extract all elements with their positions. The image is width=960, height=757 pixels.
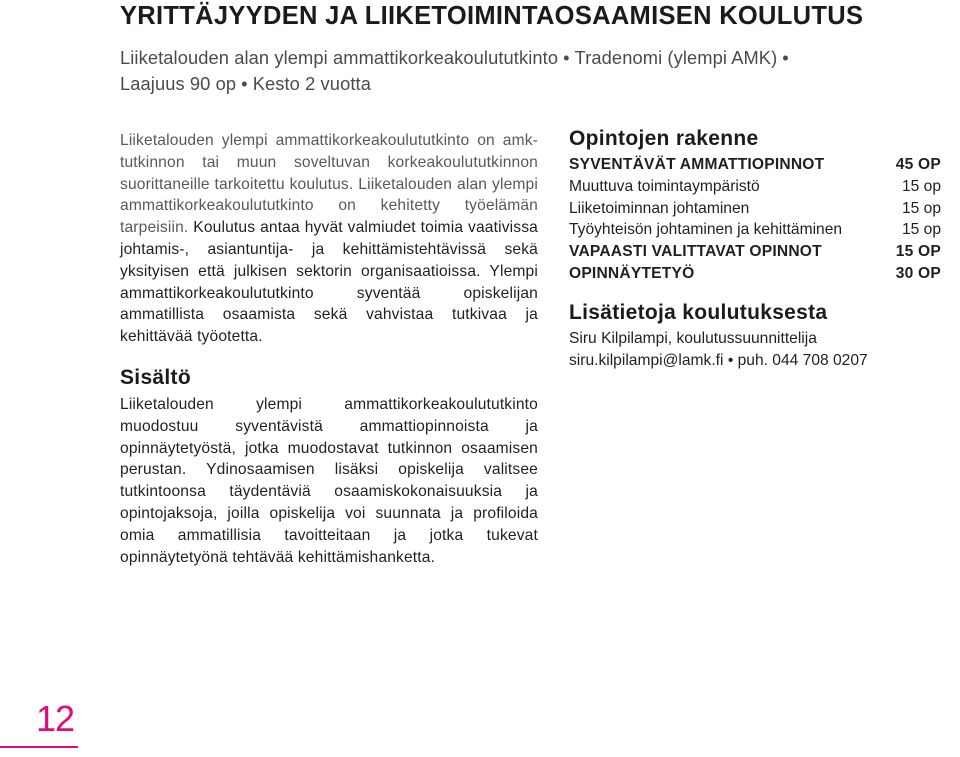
subtitle: [120, 45, 920, 97]
bullet-separator: •: [241, 73, 248, 94]
structure-row-credits: 15 op: [901, 177, 941, 195]
contact-details: [569, 350, 941, 372]
scope: Laajuus 90 op: [120, 73, 237, 94]
structure-row-label: SYVENTÄVÄT AMMATTIOPINNOT: [569, 156, 825, 173]
more-info-heading: Lisätietoja koulutuksesta: [569, 300, 828, 324]
structure-row-label: Liiketoiminnan johtaminen: [569, 199, 750, 217]
structure-row-label: VAPAASTI VALITTAVAT OPINNOT: [569, 243, 822, 261]
bullet-separator: •: [782, 47, 789, 68]
email-link[interactable]: siru.kilpilampi@lamk.fi: [569, 351, 724, 369]
structure-list: [569, 154, 941, 285]
structure-row-label: Työyhteisön johtaminen ja kehittäminen: [569, 221, 843, 239]
structure-row: [569, 176, 941, 198]
page-title: YRITTÄJYYDEN JA LIIKETOIMINTAOSAAMISEN KOULUTUS: [120, 2, 864, 30]
degree-name: Liiketalouden alan ylempi ammattikorkeakoulututkinto: [120, 47, 559, 68]
structure-row-label: Muuttuva toimintaympäristö: [569, 177, 760, 195]
structure-row-label: OPINNÄYTETYÖ: [569, 264, 695, 282]
bullet-separator: •: [727, 351, 734, 369]
contact-line: Siru Kilpilampi, koulutussuunnittelija: [569, 329, 817, 347]
degree-title: Tradenomi (ylempi AMK): [574, 47, 778, 68]
structure-row: [569, 263, 941, 285]
content-heading: Sisältö: [120, 365, 191, 389]
structure-row-credits: 30 OP: [895, 264, 941, 282]
structure-row-credits: 15 OP: [895, 243, 941, 261]
intro-lead: Liiketalouden ylempi ammattikorkeakoulututkinto on amk-tutkinnon tai muun soveltuvan korkeakoulututkinnon suorittaneille tarkoitettu koulutus. Liiketalouden alan ylempi ammattikorkeakoulututkinto on kehitetty työelämän tarpeisiin.: [120, 132, 538, 237]
left-column: [120, 130, 538, 568]
content-paragraph: Liiketalouden ylempi ammattikorkeakoulututkinto muodostuu syventävistä ammattiopinnoista ja opinnäytetyöstä, jotka muodostavat tutkinnon osaamisen perustan. Ydinosaamisen lisäksi opiskelija valitsee tutkintoonsa täydentäviä osaamiskokonaisuuksia ja opintojaksoja, joilla opiskelija voi suunnata ja profiloida omia ammatillisia tavoitteitaan ja jotka tukevat opinnäytetyönä tehtävää kehittämishanketta.: [120, 395, 538, 566]
phone-number: puh. 044 708 0207: [737, 351, 868, 369]
structure-row: [569, 198, 941, 220]
structure-row-credits: 15 op: [901, 221, 941, 239]
intro-body: Koulutus antaa hyvät valmiudet toimia vaativissa johtamis-, asiantuntija- ja kehittämistehtävissä sekä yksityisen että julkisen sektorin organisaatioissa. Ylempi ammattikorkeakoulututkinto syventää opiskelijan ammatillista osaamista sekä vahvistaa tutkivaa ja kehittävää työotetta.: [120, 219, 538, 346]
intro-paragraph: [120, 130, 538, 348]
structure-row-credits: 45 OP: [895, 156, 941, 173]
bullet-separator: •: [563, 47, 570, 68]
page-number-rule: [0, 746, 78, 748]
structure-row: [569, 219, 941, 241]
structure-row: [569, 154, 941, 176]
duration: Kesto 2 vuotta: [252, 73, 371, 94]
structure-row-credits: 15 op: [901, 199, 941, 217]
structure-heading: Opintojen rakenne: [569, 127, 759, 150]
structure-row: [569, 241, 941, 263]
page-number: 12: [36, 698, 75, 739]
right-column: [569, 127, 941, 371]
